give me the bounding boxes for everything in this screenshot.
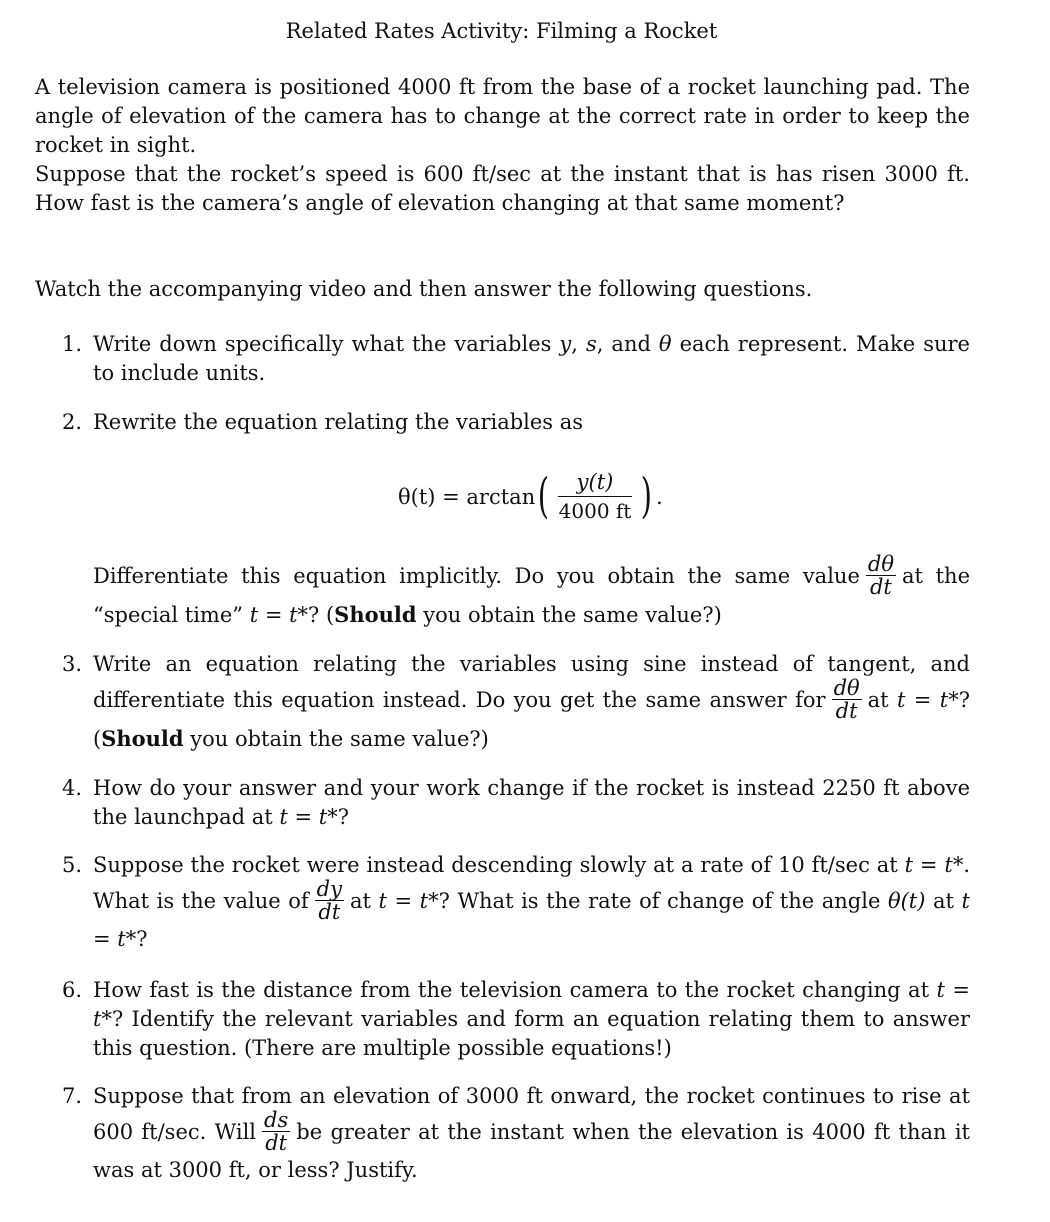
equation-period: . (656, 485, 663, 509)
left-paren: ( (537, 468, 549, 524)
question-1 (62, 330, 970, 388)
dy-dt-fraction: $\frac{dy}{dt}$ (316, 877, 342, 924)
question-text: How fast is the distance from the television camera to the rocket changing at t = t*? Identify the relevant variables and form an equation relating them to answer this question. (There are multiple possible equations!) (93, 978, 970, 1060)
intro-paragraph-1: A television camera is positioned 4000 ft from the base of a rocket launching pad. The angle of elevation of the camera has to change at the correct rate in order to keep the rocket in sight. (35, 75, 970, 157)
intro-paragraph-2: Suppose that the rocket’s speed is 600 ft/sec at the instant that is has risen 3000 ft. How fast is the camera’s angle of elevation changing at that same moment? (35, 162, 970, 215)
question-text: Rewrite the equation relating the variables as (93, 410, 584, 434)
question-text: Write down specifically what the variables y, s, and θ each represent. Make sure to include units. (93, 332, 970, 385)
question-text: Suppose that from an elevation of 3000 ft onward, the rocket continues to rise at 600 ft/sec. Will $\frac{ds}{dt}$ be greater at the instant when the elevation is 4000 ft than it was at 3000 ft, or less? Justify. (93, 1084, 970, 1182)
equation-fraction (558, 468, 632, 525)
ds-dt-fraction: $\frac{ds}{dt}$ (264, 1108, 289, 1155)
question-text: Suppose the rocket were instead descending slowly at a rate of 10 ft/sec at t = t*. What is the value of $\frac{dy}{dt}$ at t = t*? What is the rate of change of the angle θ(t) at t = t*? (93, 853, 971, 951)
question-2-continued: Differentiate this equation implicitly. Do you obtain the same value $\frac{d\theta}{dt}$ at the “special time” t = t*? (Should you obtain the same value?) (93, 552, 970, 627)
question-number: 1. (62, 332, 83, 356)
question-number: 5. (62, 853, 83, 877)
question-text: Write an equation relating the variables using sine instead of tangent, and differentiate this equation instead. Do you get the same answer for $\frac{d\theta}{dt}$ at t = t*? (Should you obtain the same value?) (93, 652, 970, 751)
right-paren: ) (640, 468, 652, 524)
question-text: How do your answer and your work change if the rocket is instead 2250 ft above the launchpad at t = t*? (93, 776, 970, 829)
question-number: 3. (62, 652, 83, 676)
instructions-paragraph: Watch the accompanying video and then answer the following questions. (35, 277, 813, 301)
question-5 (62, 851, 970, 954)
equation-lhs: θ(t) = arctan (398, 485, 536, 509)
dtheta-dt-fraction: $\frac{d\theta}{dt}$ (833, 676, 860, 723)
question-6 (62, 976, 970, 1063)
question-2 (62, 408, 970, 437)
fraction-numerator: y(t) (558, 468, 632, 497)
dtheta-dt-fraction: $\frac{d\theta}{dt}$ (867, 552, 894, 599)
question-4 (62, 774, 970, 832)
question-number: 6. (62, 978, 83, 1002)
fraction-denominator: 4000 ft (558, 499, 632, 523)
question-number: 4. (62, 776, 83, 800)
question-3 (62, 650, 970, 754)
question-7 (62, 1082, 970, 1185)
question-number: 7. (62, 1084, 83, 1108)
page-title: Related Rates Activity: Filming a Rocket (285, 19, 718, 43)
question-number: 2. (62, 410, 83, 434)
